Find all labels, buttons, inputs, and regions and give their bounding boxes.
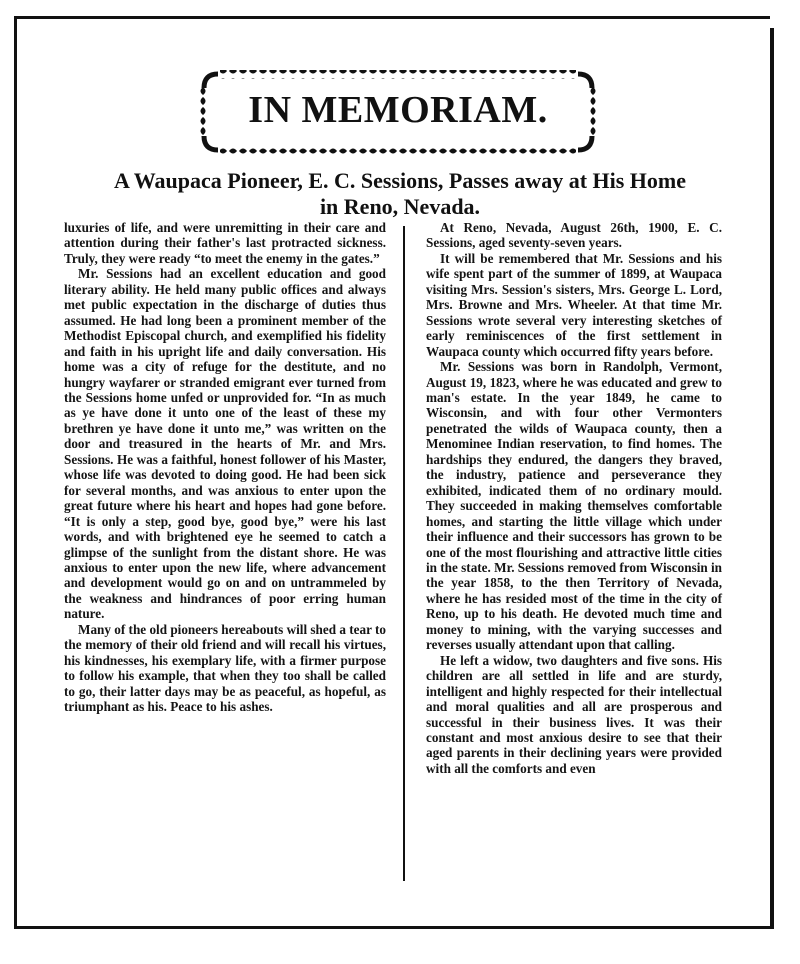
- headline-line-2: in Reno, Nevada.: [319, 194, 481, 219]
- border-bottom: [14, 926, 774, 929]
- right-column: [426, 220, 722, 776]
- right-paragraph-1: At Reno, Nevada, August 26th, 1900, E. C. Sessions, aged seventy-seven years.: [426, 220, 722, 251]
- right-paragraph-3: Mr. Sessions was born in Randolph, Vermont, August 19, 1823, where he was educated and grew to man's estate. In the year 1849, he came to Wisconsin, and with four other Vermonters penetrated the wilds of Waupaca county, then a Menominee Indian reservation, to find homes. The hardships they endured, the dangers they braved, the industry, patience and perseverance they exhibited, indicated them of no ordinary mould. They succeeded in making themselves comfortable homes, and starting the little village which under their influence and their successors has grown to be one of the most flourishing and attractive little cities in the state. Mr. Sessions removed from Wisconsin in the year 1858, to the then Territory of Nevada, where he has resided most of the time in the city of Reno, up to his death. He devoted much time and money to mining, with the varying successes and reverses usually attendant upon that calling.: [426, 359, 723, 653]
- headline-line-1: A Waupaca Pioneer, E. C. Sessions, Passes away at His Home: [113, 168, 687, 193]
- left-paragraph-1: luxuries of life, and were unremitting in their care and attention during their father's last protracted sickness. Truly, they were ready “to meet the enemy in the gates.”: [64, 220, 386, 266]
- column-divider: [403, 226, 405, 881]
- banner-title: IN MEMORIAM.: [248, 89, 548, 131]
- left-paragraph-3: Many of the old pioneers hereabouts will shed a tear to the memory of their old friend and will recall his virtues, his kindnesses, his exemplary life, with a firmer purpose to follow his example, that when they too shall be called to go, their latter days may be as peaceful, as hopeful, as triumphant as his. Peace to his ashes.: [64, 621, 386, 715]
- memoriam-banner: [198, 66, 598, 158]
- border-right: [770, 28, 774, 928]
- article-headline: [40, 168, 760, 220]
- right-paragraph-2: It will be remembered that Mr. Sessions and his wife spent part of the summer of 1899, at Waupaca visiting Mrs. Session's sisters, Mrs. George L. Lord, Mrs. Browne and Mrs. Wheeler. At that time Mr. Sessions wrote several very interesting sketches of early reminiscences of the first settlement in Waupaca county which occurred fifty years before.: [426, 250, 722, 359]
- border-top: [14, 16, 770, 19]
- left-paragraph-2: Mr. Sessions had an excellent education and good literary ability. He held many public offices and always met public expectation in the discharge of duties thus assumed. He had long been a prominent member of the Methodist Episcopal church, and exemplified his fidelity and faith in his upright life and daily conversation. His home was a city of refuge for the destitute, and no hungry wayfarer or stranded emigrant ever turned from the Sessions home unfed or unprovided for. “In as much as ye have done it unto one of the least of these my brethren ye have done it unto me,” was written on the door and treasured in the hearts of Mr. and Mrs. Sessions. He was a faithful, honest follower of his Master, whose life was devoted to doing good. He had been sick for several months, and was anxious to enter upon the great future where his heart and hopes had gone before. “It is only a step, good bye, good bye,” were his last words, and with brightened eye he seemed to catch a glimpse of the sunlight from the distant shore. He was anxious to enter upon the new life, where advancement and development would go on and on untrammeled by the weakness and hindrances of poor erring human nature.: [64, 266, 386, 622]
- border-left: [14, 16, 17, 928]
- left-column: [64, 220, 386, 715]
- right-paragraph-4: He left a widow, two daughters and five sons. His children are all settled in life and are sturdy, intelligent and highly respected for their intellectual and moral qualities and all are prosperous and successful in their business lives. It was their constant and most anxious desire to see that their aged parents in their declining years were provided with all the comforts and even: [426, 652, 722, 776]
